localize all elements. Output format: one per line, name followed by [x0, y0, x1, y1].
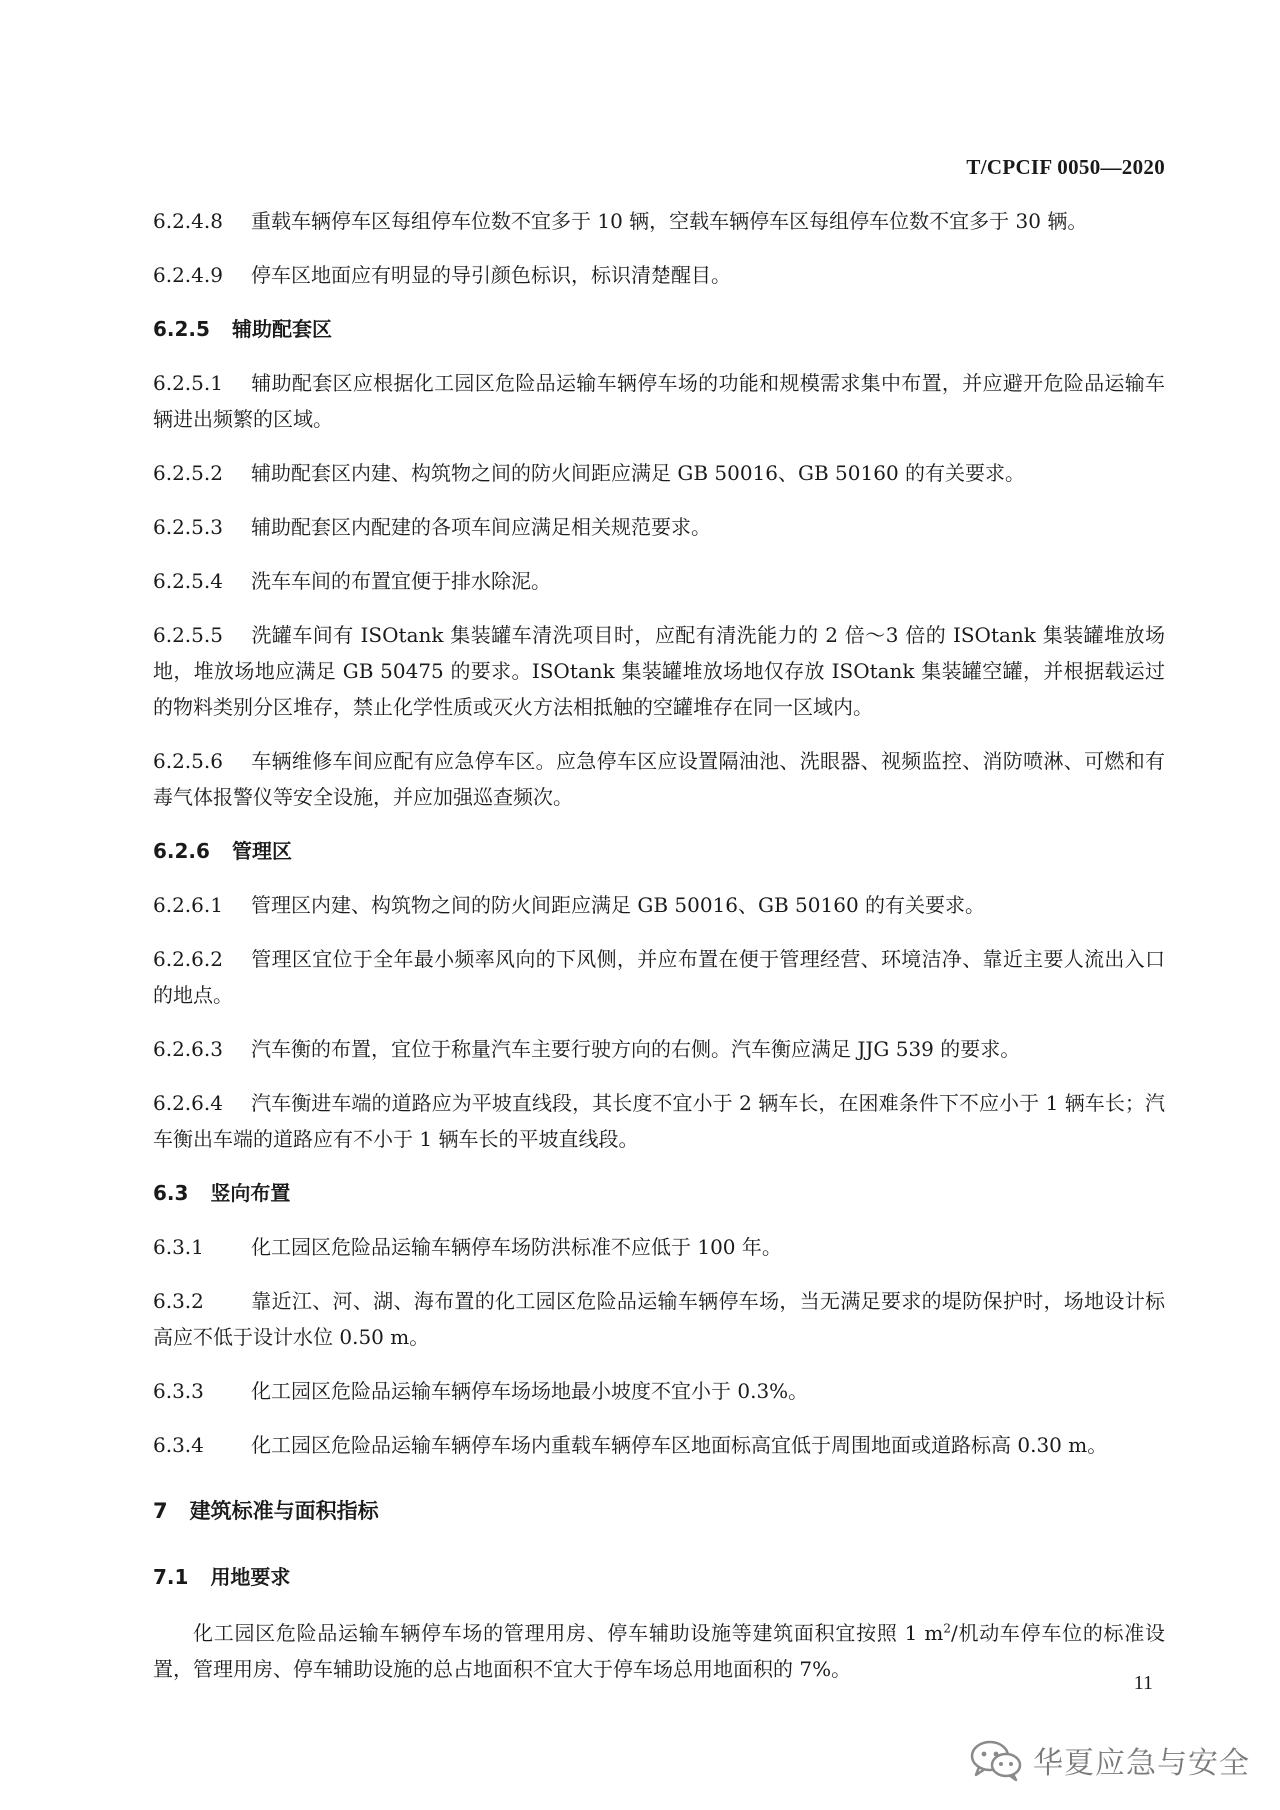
- heading-text: 管理区: [231, 839, 292, 863]
- clause-text: 化工园区危险品运输车辆停车场场地最小坡度不宜小于 0.3%。: [251, 1379, 809, 1403]
- clause-text: 车辆维修车间应配有应急停车区。应急停车区应设置隔油池、洗眼器、视频监控、消防喷淋、可燃和有毒气体报警仪等安全设施，并应加强巡查频次。: [153, 749, 1165, 809]
- heading-number: 7: [153, 1499, 168, 1523]
- clause-6-3-1: [153, 1229, 1165, 1265]
- heading-text: 辅助配套区: [231, 317, 332, 341]
- clause-6-2-5-2: [153, 455, 1165, 491]
- heading-6-3: [153, 1175, 1165, 1211]
- body-paragraph-7-1: [153, 1615, 1165, 1687]
- superscript: 2: [943, 1621, 952, 1636]
- wechat-icon: [969, 1738, 1023, 1782]
- clause-text: 汽车衡的布置，宜位于称量汽车主要行驶方向的右侧。汽车衡应满足 JJG 539 的要求。: [251, 1037, 1021, 1061]
- watermark-text: 华夏应急与安全: [1033, 1746, 1250, 1781]
- clause-number: 6.2.4.9: [153, 263, 223, 287]
- clause-number: 6.2.5.5: [153, 623, 223, 647]
- clause-text: 停车区地面应有明显的导引颜色标识，标识清楚醒目。: [251, 263, 731, 287]
- body-text-part: /机动车停车位的标准设置，管理用房、停车辅助设施的总占地面积不宜大于停车场总用地面积的 7%。: [153, 1621, 1165, 1681]
- clause-6-2-5-5: [153, 617, 1165, 725]
- clause-number: 6.3.2: [153, 1289, 204, 1313]
- clause-number: 6.2.6.3: [153, 1037, 223, 1061]
- clause-text: 辅助配套区内建、构筑物之间的防火间距应满足 GB 50016、GB 50160 的有关要求。: [251, 461, 1026, 485]
- heading-text: 建筑标准与面积指标: [189, 1499, 379, 1523]
- clause-number: 6.2.5.3: [153, 515, 223, 539]
- clause-6-3-3: [153, 1373, 1165, 1409]
- clause-6-2-4-8: [153, 203, 1165, 239]
- clause-text: 靠近江、河、湖、海布置的化工园区危险品运输车辆停车场，当无满足要求的堤防保护时，场地设计标高应不低于设计水位 0.50 m。: [153, 1289, 1165, 1349]
- clause-number: 6.2.4.8: [153, 209, 223, 233]
- heading-6-2-5: [153, 311, 1165, 347]
- clause-number: 6.2.6.4: [153, 1091, 223, 1115]
- heading-text: 用地要求: [210, 1565, 291, 1589]
- body-text-part: 化工园区危险品运输车辆停车场的管理用房、停车辅助设施等建筑面积宜按照 1 m: [193, 1621, 944, 1645]
- heading-6-2-6: [153, 833, 1165, 869]
- clause-text: 化工园区危险品运输车辆停车场防洪标准不应低于 100 年。: [251, 1235, 782, 1259]
- clause-number: 6.2.5.4: [153, 569, 223, 593]
- document-body: [153, 203, 1165, 1705]
- clause-number: 6.3.4: [153, 1433, 204, 1457]
- heading-number: 6.2.6: [153, 839, 210, 863]
- clause-6-2-5-4: [153, 563, 1165, 599]
- heading-7-1: [153, 1559, 1165, 1595]
- clause-6-2-6-2: [153, 941, 1165, 1013]
- clause-text: 管理区宜位于全年最小频率风向的下风侧，并应布置在便于管理经营、环境洁净、靠近主要人流出入口的地点。: [153, 947, 1165, 1007]
- clause-text: 洗车车间的布置宜便于排水除泥。: [251, 569, 551, 593]
- clause-text: 重载车辆停车区每组停车位数不宜多于 10 辆，空载车辆停车区每组停车位数不宜多于 30 辆。: [251, 209, 1088, 233]
- clause-text: 辅助配套区应根据化工园区危险品运输车辆停车场的功能和规模需求集中布置，并应避开危险品运输车辆进出频繁的区域。: [153, 371, 1165, 431]
- clause-number: 6.2.5.1: [153, 371, 223, 395]
- heading-number: 6.2.5: [153, 317, 210, 341]
- clause-number: 6.2.5.6: [153, 749, 223, 773]
- clause-text: 化工园区危险品运输车辆停车场内重载车辆停车区地面标高宜低于周围地面或道路标高 0.30 m。: [251, 1433, 1108, 1457]
- clause-number: 6.3.3: [153, 1379, 204, 1403]
- heading-number: 6.3: [153, 1181, 189, 1205]
- clause-6-2-5-1: [153, 365, 1165, 437]
- clause-6-2-4-9: [153, 257, 1165, 293]
- clause-number: 6.2.6.2: [153, 947, 223, 971]
- clause-text: 管理区内建、构筑物之间的防火间距应满足 GB 50016、GB 50160 的有关要求。: [251, 893, 986, 917]
- clause-6-3-2: [153, 1283, 1165, 1355]
- heading-number: 7.1: [153, 1565, 189, 1589]
- clause-6-3-4: [153, 1427, 1165, 1463]
- clause-number: 6.2.6.1: [153, 893, 223, 917]
- watermark: [969, 1738, 1250, 1782]
- heading-7: [153, 1493, 1165, 1529]
- heading-text: 竖向布置: [210, 1181, 291, 1205]
- page-number: 11: [1133, 1672, 1153, 1694]
- clause-6-2-6-4: [153, 1085, 1165, 1157]
- clause-text: 洗罐车间有 ISOtank 集装罐车清洗项目时，应配有清洗能力的 2 倍～3 倍的 ISOtank 集装罐堆放场地，堆放场地应满足 GB 50475 的要求。ISOtank 集装罐堆放场地仅存放 ISOtank 集装罐空罐，并根据载运过的物料类别分区堆存，禁止化学性质或灭火方法相抵触的空罐堆存在同一区域内。: [153, 623, 1165, 719]
- clause-number: 6.3.1: [153, 1235, 204, 1259]
- document-code: T/CPCIF 0050—2020: [966, 155, 1165, 179]
- clause-text: 汽车衡进车端的道路应为平坡直线段，其长度不宜小于 2 辆车长，在困难条件下不应小于 1 辆车长；汽车衡出车端的道路应有不小于 1 辆车长的平坡直线段。: [153, 1091, 1165, 1151]
- clause-6-2-5-3: [153, 509, 1165, 545]
- clause-text: 辅助配套区内配建的各项车间应满足相关规范要求。: [251, 515, 711, 539]
- clause-6-2-5-6: [153, 743, 1165, 815]
- clause-number: 6.2.5.2: [153, 461, 223, 485]
- clause-6-2-6-1: [153, 887, 1165, 923]
- clause-6-2-6-3: [153, 1031, 1165, 1067]
